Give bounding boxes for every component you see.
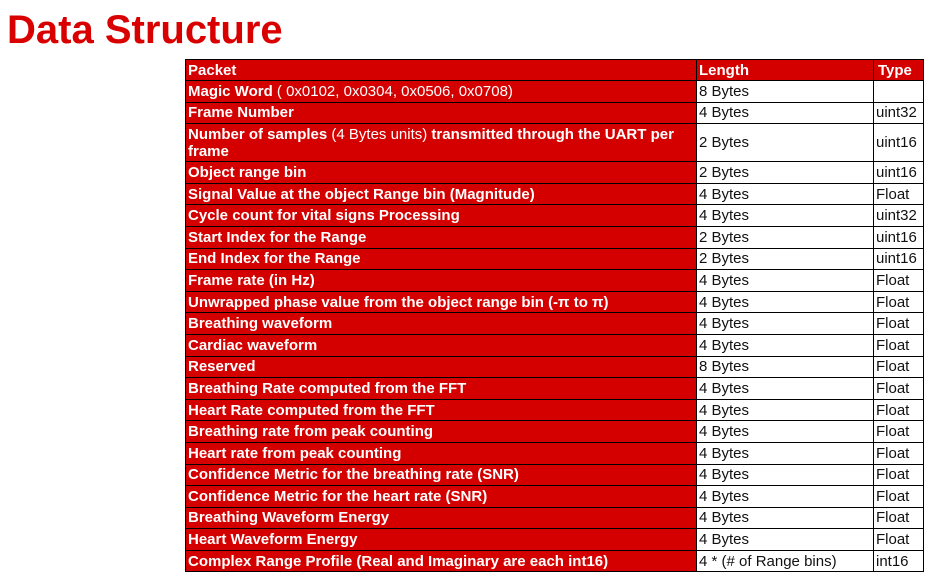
- length-cell: 4 Bytes: [697, 378, 874, 400]
- packet-cell: [186, 248, 697, 270]
- length-cell: 2 Bytes: [697, 248, 874, 270]
- data-structure-table: [185, 59, 924, 572]
- type-cell: Float: [874, 334, 924, 356]
- packet-name: Frame rate (in Hz): [188, 271, 315, 289]
- table-row: [186, 291, 924, 313]
- packet-cell: [186, 313, 697, 335]
- table-row: [186, 550, 924, 572]
- packet-name: Unwrapped phase value from the object range bin (-π to π): [188, 293, 609, 311]
- packet-cell: [186, 486, 697, 508]
- type-cell: Float: [874, 313, 924, 335]
- type-cell: Float: [874, 442, 924, 464]
- packet-name: Breathing rate from peak counting: [188, 423, 434, 441]
- table-row: [186, 183, 924, 205]
- table-row: [186, 507, 924, 529]
- packet-name: Cycle count for vital signs Processing: [188, 207, 460, 225]
- packet-note: ( 0x0102, 0x0304, 0x0506, 0x0708): [272, 82, 513, 100]
- table-row: [186, 226, 924, 248]
- length-cell: 4 Bytes: [697, 102, 874, 124]
- table-row: [186, 378, 924, 400]
- packet-note: (4 Bytes units): [327, 125, 432, 143]
- header-type: Type: [874, 60, 924, 81]
- table-row: [186, 442, 924, 464]
- length-cell: 4 Bytes: [697, 334, 874, 356]
- type-cell: Float: [874, 399, 924, 421]
- packet-name: End Index for the Range: [188, 250, 361, 268]
- table-row: [186, 529, 924, 551]
- table-row: [186, 102, 924, 124]
- type-cell: Float: [874, 507, 924, 529]
- type-cell: uint16: [874, 124, 924, 162]
- table-row: [186, 248, 924, 270]
- type-cell: Float: [874, 421, 924, 443]
- type-cell: Float: [874, 270, 924, 292]
- type-cell: Float: [874, 378, 924, 400]
- packet-name-continued: transmitted through the UART per frame: [188, 125, 674, 160]
- packet-name: Complex Range Profile (Real and Imaginary are each int16): [188, 552, 609, 570]
- length-cell: 4 Bytes: [697, 291, 874, 313]
- packet-name: Cardiac waveform: [188, 336, 318, 354]
- length-cell: 4 Bytes: [697, 270, 874, 292]
- packet-cell: [186, 529, 697, 551]
- table-header-row: [186, 60, 924, 81]
- packet-name: Heart Rate computed from the FFT: [188, 401, 435, 419]
- packet-name: Signal Value at the object Range bin (Magnitude): [188, 185, 535, 203]
- table-row: [186, 205, 924, 227]
- table-row: [186, 356, 924, 378]
- packet-cell: [186, 507, 697, 529]
- packet-cell: [186, 356, 697, 378]
- packet-cell: [186, 464, 697, 486]
- length-cell: 4 Bytes: [697, 399, 874, 421]
- packet-cell: [186, 334, 697, 356]
- packet-cell: [186, 378, 697, 400]
- packet-name: Breathing Rate computed from the FFT: [188, 379, 467, 397]
- length-cell: 4 * (# of Range bins): [697, 550, 874, 572]
- packet-name: Frame Number: [188, 104, 294, 122]
- packet-cell: [186, 102, 697, 124]
- length-cell: 4 Bytes: [697, 442, 874, 464]
- header-length: Length: [697, 60, 874, 81]
- packet-cell: [186, 291, 697, 313]
- packet-name: Start Index for the Range: [188, 228, 367, 246]
- length-cell: 8 Bytes: [697, 356, 874, 378]
- table-row: [186, 313, 924, 335]
- packet-cell: [186, 421, 697, 443]
- length-cell: 4 Bytes: [697, 421, 874, 443]
- table-row: [186, 124, 924, 162]
- packet-name: Magic Word: [188, 82, 273, 100]
- table-row: [186, 421, 924, 443]
- packet-name: Number of samples: [188, 125, 328, 143]
- table-row: [186, 81, 924, 103]
- length-cell: 4 Bytes: [697, 183, 874, 205]
- packet-cell: [186, 270, 697, 292]
- length-cell: 4 Bytes: [697, 486, 874, 508]
- packet-name: Reserved: [188, 358, 256, 376]
- table-row: [186, 399, 924, 421]
- packet-cell: [186, 81, 697, 103]
- page-title: Data Structure: [7, 8, 283, 52]
- table-row: [186, 270, 924, 292]
- packet-cell: [186, 442, 697, 464]
- packet-name: Confidence Metric for the breathing rate (SNR): [188, 466, 519, 484]
- type-cell: uint32: [874, 205, 924, 227]
- packet-cell: [186, 550, 697, 572]
- type-cell: uint16: [874, 226, 924, 248]
- type-cell: [874, 81, 924, 103]
- packet-cell: [186, 399, 697, 421]
- packet-name: Breathing waveform: [188, 315, 333, 333]
- packet-name: Confidence Metric for the heart rate (SNR): [188, 487, 488, 505]
- type-cell: Float: [874, 183, 924, 205]
- type-cell: Float: [874, 291, 924, 313]
- packet-name: Object range bin: [188, 163, 307, 181]
- length-cell: 4 Bytes: [697, 205, 874, 227]
- length-cell: 4 Bytes: [697, 507, 874, 529]
- packet-cell: [186, 183, 697, 205]
- length-cell: 4 Bytes: [697, 313, 874, 335]
- type-cell: Float: [874, 529, 924, 551]
- header-packet: Packet: [186, 60, 697, 81]
- type-cell: uint16: [874, 248, 924, 270]
- length-cell: 8 Bytes: [697, 81, 874, 103]
- length-cell: 4 Bytes: [697, 464, 874, 486]
- length-cell: 2 Bytes: [697, 124, 874, 162]
- packet-cell: [186, 226, 697, 248]
- table-row: [186, 162, 924, 184]
- type-cell: uint16: [874, 162, 924, 184]
- type-cell: Float: [874, 356, 924, 378]
- length-cell: 2 Bytes: [697, 226, 874, 248]
- packet-cell: [186, 162, 697, 184]
- type-cell: int16: [874, 550, 924, 572]
- type-cell: Float: [874, 464, 924, 486]
- table-row: [186, 334, 924, 356]
- table-row: [186, 486, 924, 508]
- type-cell: uint32: [874, 102, 924, 124]
- length-cell: 2 Bytes: [697, 162, 874, 184]
- length-cell: 4 Bytes: [697, 529, 874, 551]
- packet-name: Breathing Waveform Energy: [188, 509, 390, 527]
- table-row: [186, 464, 924, 486]
- type-cell: Float: [874, 486, 924, 508]
- packet-name: Heart rate from peak counting: [188, 444, 402, 462]
- packet-name: Heart Waveform Energy: [188, 531, 358, 549]
- packet-cell: [186, 124, 697, 162]
- packet-cell: [186, 205, 697, 227]
